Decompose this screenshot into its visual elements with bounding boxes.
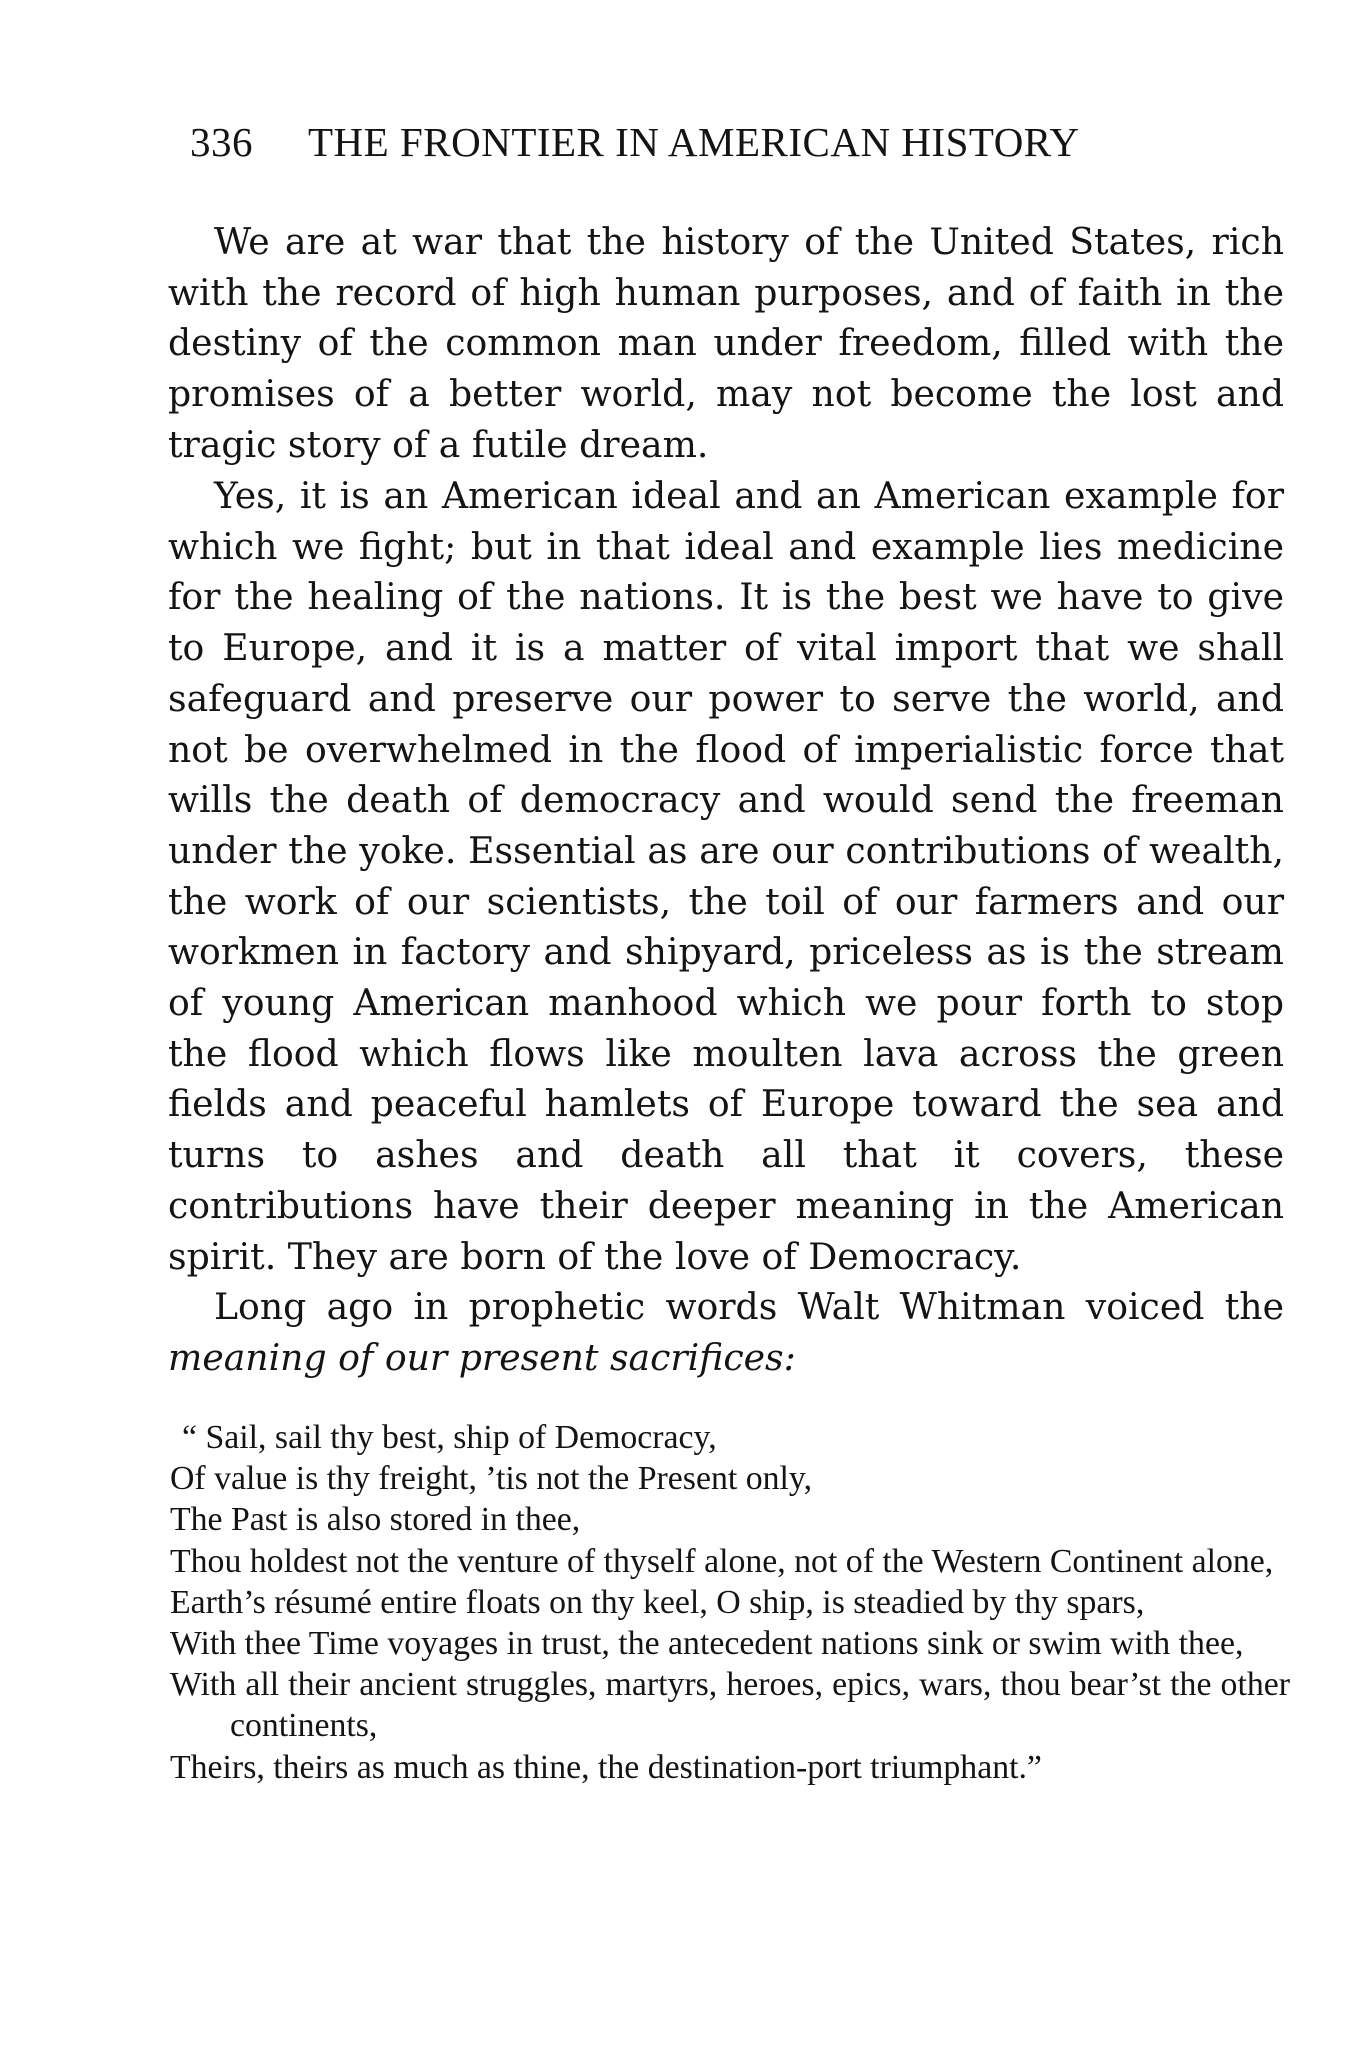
page-number: 336 xyxy=(190,119,253,165)
paragraph-whitman-intro xyxy=(168,1282,1284,1383)
running-title: THE FRONTIER IN AMERICAN HISTORY xyxy=(308,119,1080,165)
paragraph-american-ideal: Yes, it is an American ideal and an American example for which we fight; but in that ideal and example lies medicine for the healing of the nations. It is the best we have to give to Europe, and it is a matter of vital import that we shall safeguard and preserve our power to serve the world, and not be overwhelmed in the flood of imperialistic force that wills the death of democracy and would send the freeman under the yoke. Essential as are our contributions of wealth, the work of our scientists, the toil of our farmers and our workmen in factory and shipyard, priceless as is the stream of young American manhood which we pour forth to stop the flood which flows like moulten lava across the green fields and peaceful hamlets of Europe toward the sea and turns to ashes and death all that it covers, these contributions have their deeper meaning in the American spirit. They are born of the love of Democracy. xyxy=(168,474,1284,1278)
intro-italic: meaning of our present sacrifices: xyxy=(168,1335,796,1379)
poem-line: Theirs, theirs as much as thine, the destination-port triumphant.” xyxy=(170,1748,1042,1786)
whitman-poem xyxy=(170,1417,1290,1788)
paragraph-war-purpose: We are at war that the history of the United States, rich with the record of high human purposes, and of faith in the destiny of the common man under freedom, filled with the promises of a better world, may not become the lost and tragic story of a futile dream. xyxy=(168,220,1284,466)
poem-line: With all their ancient struggles, martyrs, heroes, epics, wars, thou bear’st the other continents, xyxy=(170,1666,1290,1745)
poem-line: “ Sail, sail thy best, ship of Democracy, xyxy=(182,1419,717,1456)
poem-line: With thee Time voyages in trust, the antecedent nations sink or swim with thee, xyxy=(170,1625,1244,1663)
intro-lead: Long ago in prophetic words Walt Whitman voiced the xyxy=(214,1285,1284,1328)
poem-line: Thou holdest not the venture of thyself alone, not of the Western Continent alone, xyxy=(170,1542,1274,1580)
poem-line: The Past is also stored in thee, xyxy=(170,1501,581,1539)
running-header xyxy=(190,118,1190,166)
poem-line: Of value is thy freight, ’tis not the Present only, xyxy=(170,1460,813,1498)
poem-line: Earth’s résumé entire floats on thy keel, O ship, is steadied by thy spars, xyxy=(170,1583,1145,1621)
